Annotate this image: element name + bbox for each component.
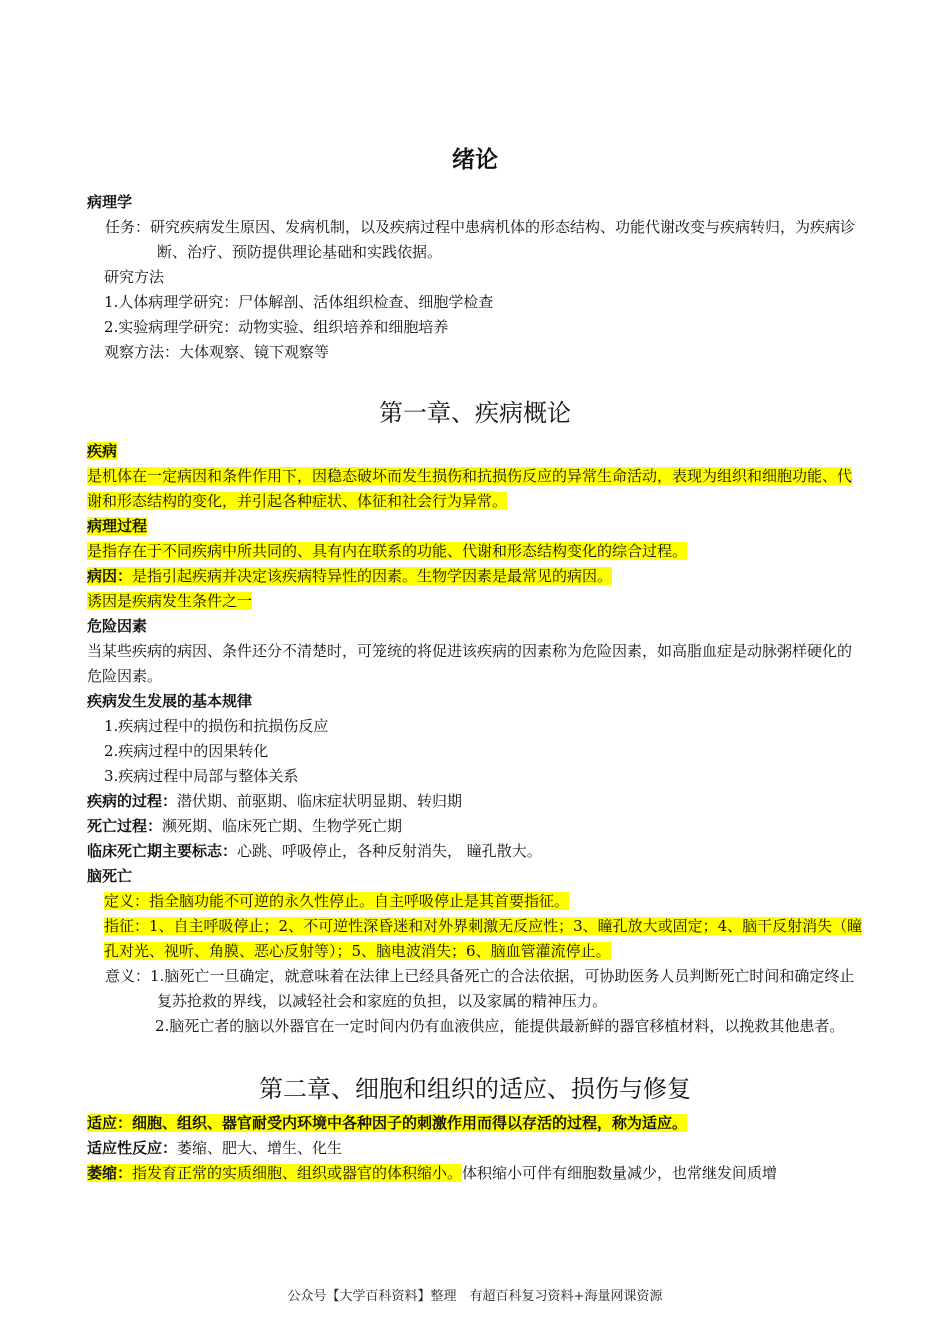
course-label: 疾病的过程： <box>87 792 178 810</box>
significance-label: 意义： <box>105 967 151 985</box>
chapter1-title: 第一章、疾病概论 <box>379 399 571 427</box>
process-heading: 病理过程 <box>87 517 148 535</box>
atrophy-label: 萎缩： <box>87 1164 133 1182</box>
cause-label: 病因： <box>87 567 133 585</box>
cause-text: 是指引起疾病并决定该疾病特异性的因素。生物学因素是最常见的病因。 <box>132 567 613 585</box>
adaptation-definition: 适应：细胞、组织、器官耐受内环境中各种因子的刺激作用而得以存活的过程，称为适应。 <box>87 1114 688 1132</box>
disease-definition: 是机体在一定病因和条件作用下，因稳态破坏而发生损伤和抗损伤反应的异常生命活动，表现为组织和细胞功能、代谢和形态结构的变化，并引起各种症状、体征和社会行为异常。 <box>87 467 853 510</box>
risk-text: 当某些疾病的病因、条件还分不清楚时，可笼统的将促进该疾病的因素称为危险因素，如高脂血症是动脉粥样硬化的危险因素。 <box>87 642 853 685</box>
risk-heading: 危险因素 <box>87 617 148 635</box>
document-body <box>87 140 863 1186</box>
significance-2: 2.脑死亡者的脑以外器官在一定时间内仍有血液供应，能提供最新鲜的器官移植材料，以挽救其他患者。 <box>155 1017 845 1035</box>
observe-methods: 观察方法：大体观察、镜下观察等 <box>104 343 330 361</box>
significance-1-text: 1.脑死亡一旦确定，就意味着在法律上已经具备死亡的合法依据，可协助医务人员判断死亡时间和确定终止复苏抢救的界线，以减轻社会和家庭的负担，以及家属的精神压力。 <box>150 967 855 1010</box>
task-text: 研究疾病发生原因、发病机制，以及疾病过程中患病机体的形态结构、功能代谢改变与疾病转归，为疾病诊断、治疗、预防提供理论基础和实践依据。 <box>150 218 856 261</box>
cause-line <box>87 567 612 585</box>
clinical-line <box>87 839 863 864</box>
methods-heading: 研究方法 <box>104 268 165 286</box>
course-line <box>87 789 863 814</box>
death-label: 死亡过程： <box>87 817 163 835</box>
course-text: 潜伏期、前驱期、临床症状明显期、转归期 <box>177 792 463 810</box>
chapter2-title: 第二章、细胞和组织的适应、损伤与修复 <box>259 1075 691 1103</box>
adaptive-reaction-line <box>87 1136 863 1161</box>
clinical-text: 心跳、呼吸停止，各种反射消失， 瞳孔散大。 <box>237 842 542 860</box>
method-1: 1.人体病理学研究：尸体解剖、活体组织检查、细胞学检查 <box>104 293 494 311</box>
brain-heading: 脑死亡 <box>87 867 133 885</box>
page-footer: 公众号【大学百科资料】整理 有超百科复习资料+海量网课资源 <box>287 1289 663 1304</box>
adaptive-reaction-text: 萎缩、肥大、增生、化生 <box>177 1139 343 1157</box>
disease-heading: 疾病 <box>87 442 118 460</box>
law-heading: 疾病发生发展的基本规律 <box>87 692 253 710</box>
law-2: 2.疾病过程中的因果转化 <box>104 742 269 760</box>
inducer-line: 诱因是疾病发生条件之一 <box>87 592 253 610</box>
atrophy-line <box>87 1161 863 1186</box>
law-1: 1.疾病过程中的损伤和抗损伤反应 <box>104 717 329 735</box>
intro-title: 绪论 <box>452 147 498 173</box>
atrophy-highlight <box>87 1164 462 1182</box>
death-line <box>87 814 863 839</box>
atrophy-definition: 指发育正常的实质细胞、组织或器官的体积缩小。 <box>132 1164 463 1182</box>
method-2: 2.实验病理学研究：动物实验、组织培养和细胞培养 <box>104 318 449 336</box>
process-definition: 是指存在于不同疾病中所共同的、具有内在联系的功能、代谢和形态结构变化的综合过程。 <box>87 542 688 560</box>
significance-1 <box>87 964 863 1014</box>
adaptive-reaction-label: 适应性反应： <box>87 1139 178 1157</box>
law-3: 3.疾病过程中局部与整体关系 <box>104 767 299 785</box>
intro-task <box>87 215 863 265</box>
task-label: 任务： <box>105 218 151 236</box>
death-text: 濒死期、临床死亡期、生物学死亡期 <box>162 817 403 835</box>
intro-heading: 病理学 <box>87 193 133 211</box>
clinical-label: 临床死亡期主要标志： <box>87 842 238 860</box>
brain-signs: 指征：1、自主呼吸停止；2、不可逆性深昏迷和对外界刺激无反应性；3、瞳孔放大或固定；4、脑干反射消失（瞳孔对光、视听、角膜、恶心反射等）；5、脑电波消失；6、脑血管灌流停止。 <box>104 917 863 960</box>
atrophy-rest: 体积缩小可伴有细胞数量减少，也常继发间质增 <box>462 1164 778 1182</box>
brain-definition: 定义：指全脑功能不可逆的永久性停止。自主呼吸停止是其首要指征。 <box>104 892 570 910</box>
